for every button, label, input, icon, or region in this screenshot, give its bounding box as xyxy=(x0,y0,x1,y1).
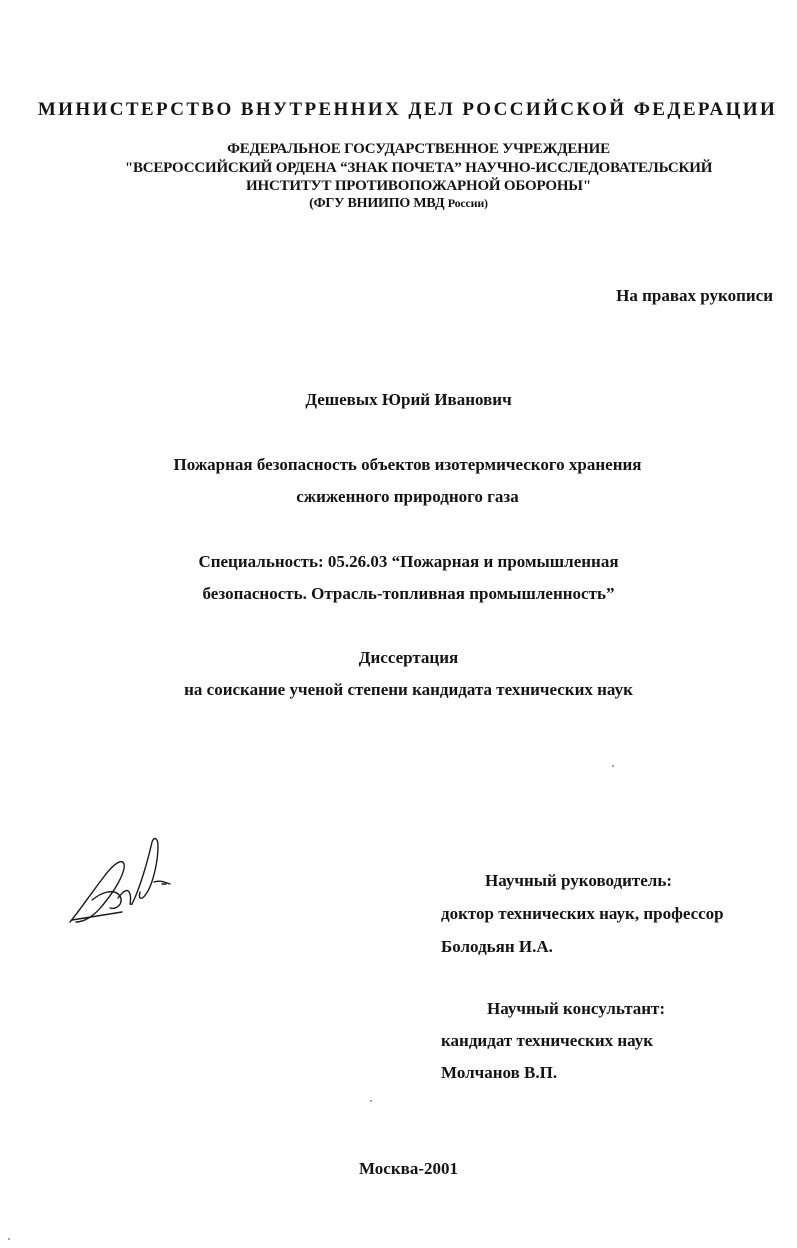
consultant-name: Молчанов В.П. xyxy=(441,1063,558,1082)
abbreviation-main: (ФГУ ВНИИПО МВД xyxy=(309,196,445,211)
dissertation-label: Диссертация xyxy=(358,648,459,667)
degree-sought: на соискание ученой степени кандидата технических наук xyxy=(184,680,633,699)
institution-line-1: ФЕДЕРАЛЬНОЕ ГОСУДАРСТВЕННОЕ УЧРЕЖДЕНИЕ xyxy=(227,141,610,157)
advisor-title: Научный руководитель: xyxy=(485,871,672,890)
advisor-degree: доктор технических наук, профессор xyxy=(441,904,724,923)
ministry-heading: МИНИСТЕРСТВО ВНУТРЕННИХ ДЕЛ РОССИЙСКОЙ ФЕДЕРАЦИИ xyxy=(37,99,778,120)
scan-speck xyxy=(370,1100,372,1102)
specialty-line-1: Специальность: 05.26.03 “Пожарная и промышленная xyxy=(198,552,619,571)
institution-abbreviation xyxy=(0,196,797,212)
thesis-title-line-1: Пожарная безопасность объектов изотермического хранения xyxy=(173,455,642,474)
author-name: Дешевых Юрий Иванович xyxy=(305,390,512,409)
city-year: Москва-2001 xyxy=(358,1159,458,1178)
consultant-degree: кандидат технических наук xyxy=(441,1031,654,1050)
specialty-line-2: безопасность. Отрасль-топливная промышленность” xyxy=(202,584,615,603)
scan-speck xyxy=(8,1238,10,1240)
institution-line-3: ИНСТИТУТ ПРОТИВОПОЖАРНОЙ ОБОРОНЫ" xyxy=(246,178,591,194)
abbreviation-small: России) xyxy=(447,196,488,210)
advisor-name: Болодьян И.А. xyxy=(441,937,553,956)
scan-speck xyxy=(612,765,614,767)
consultant-title: Научный консультант: xyxy=(487,999,666,1018)
manuscript-note: На правах рукописи xyxy=(616,286,773,305)
signature-icon xyxy=(62,830,182,930)
institution-line-2: "ВСЕРОССИЙСКИЙ ОРДЕНА “ЗНАК ПОЧЕТА” НАУЧНО-ИССЛЕДОВАТЕЛЬСКИЙ xyxy=(124,160,713,176)
thesis-title-line-2: сжиженного природного газа xyxy=(296,487,519,506)
